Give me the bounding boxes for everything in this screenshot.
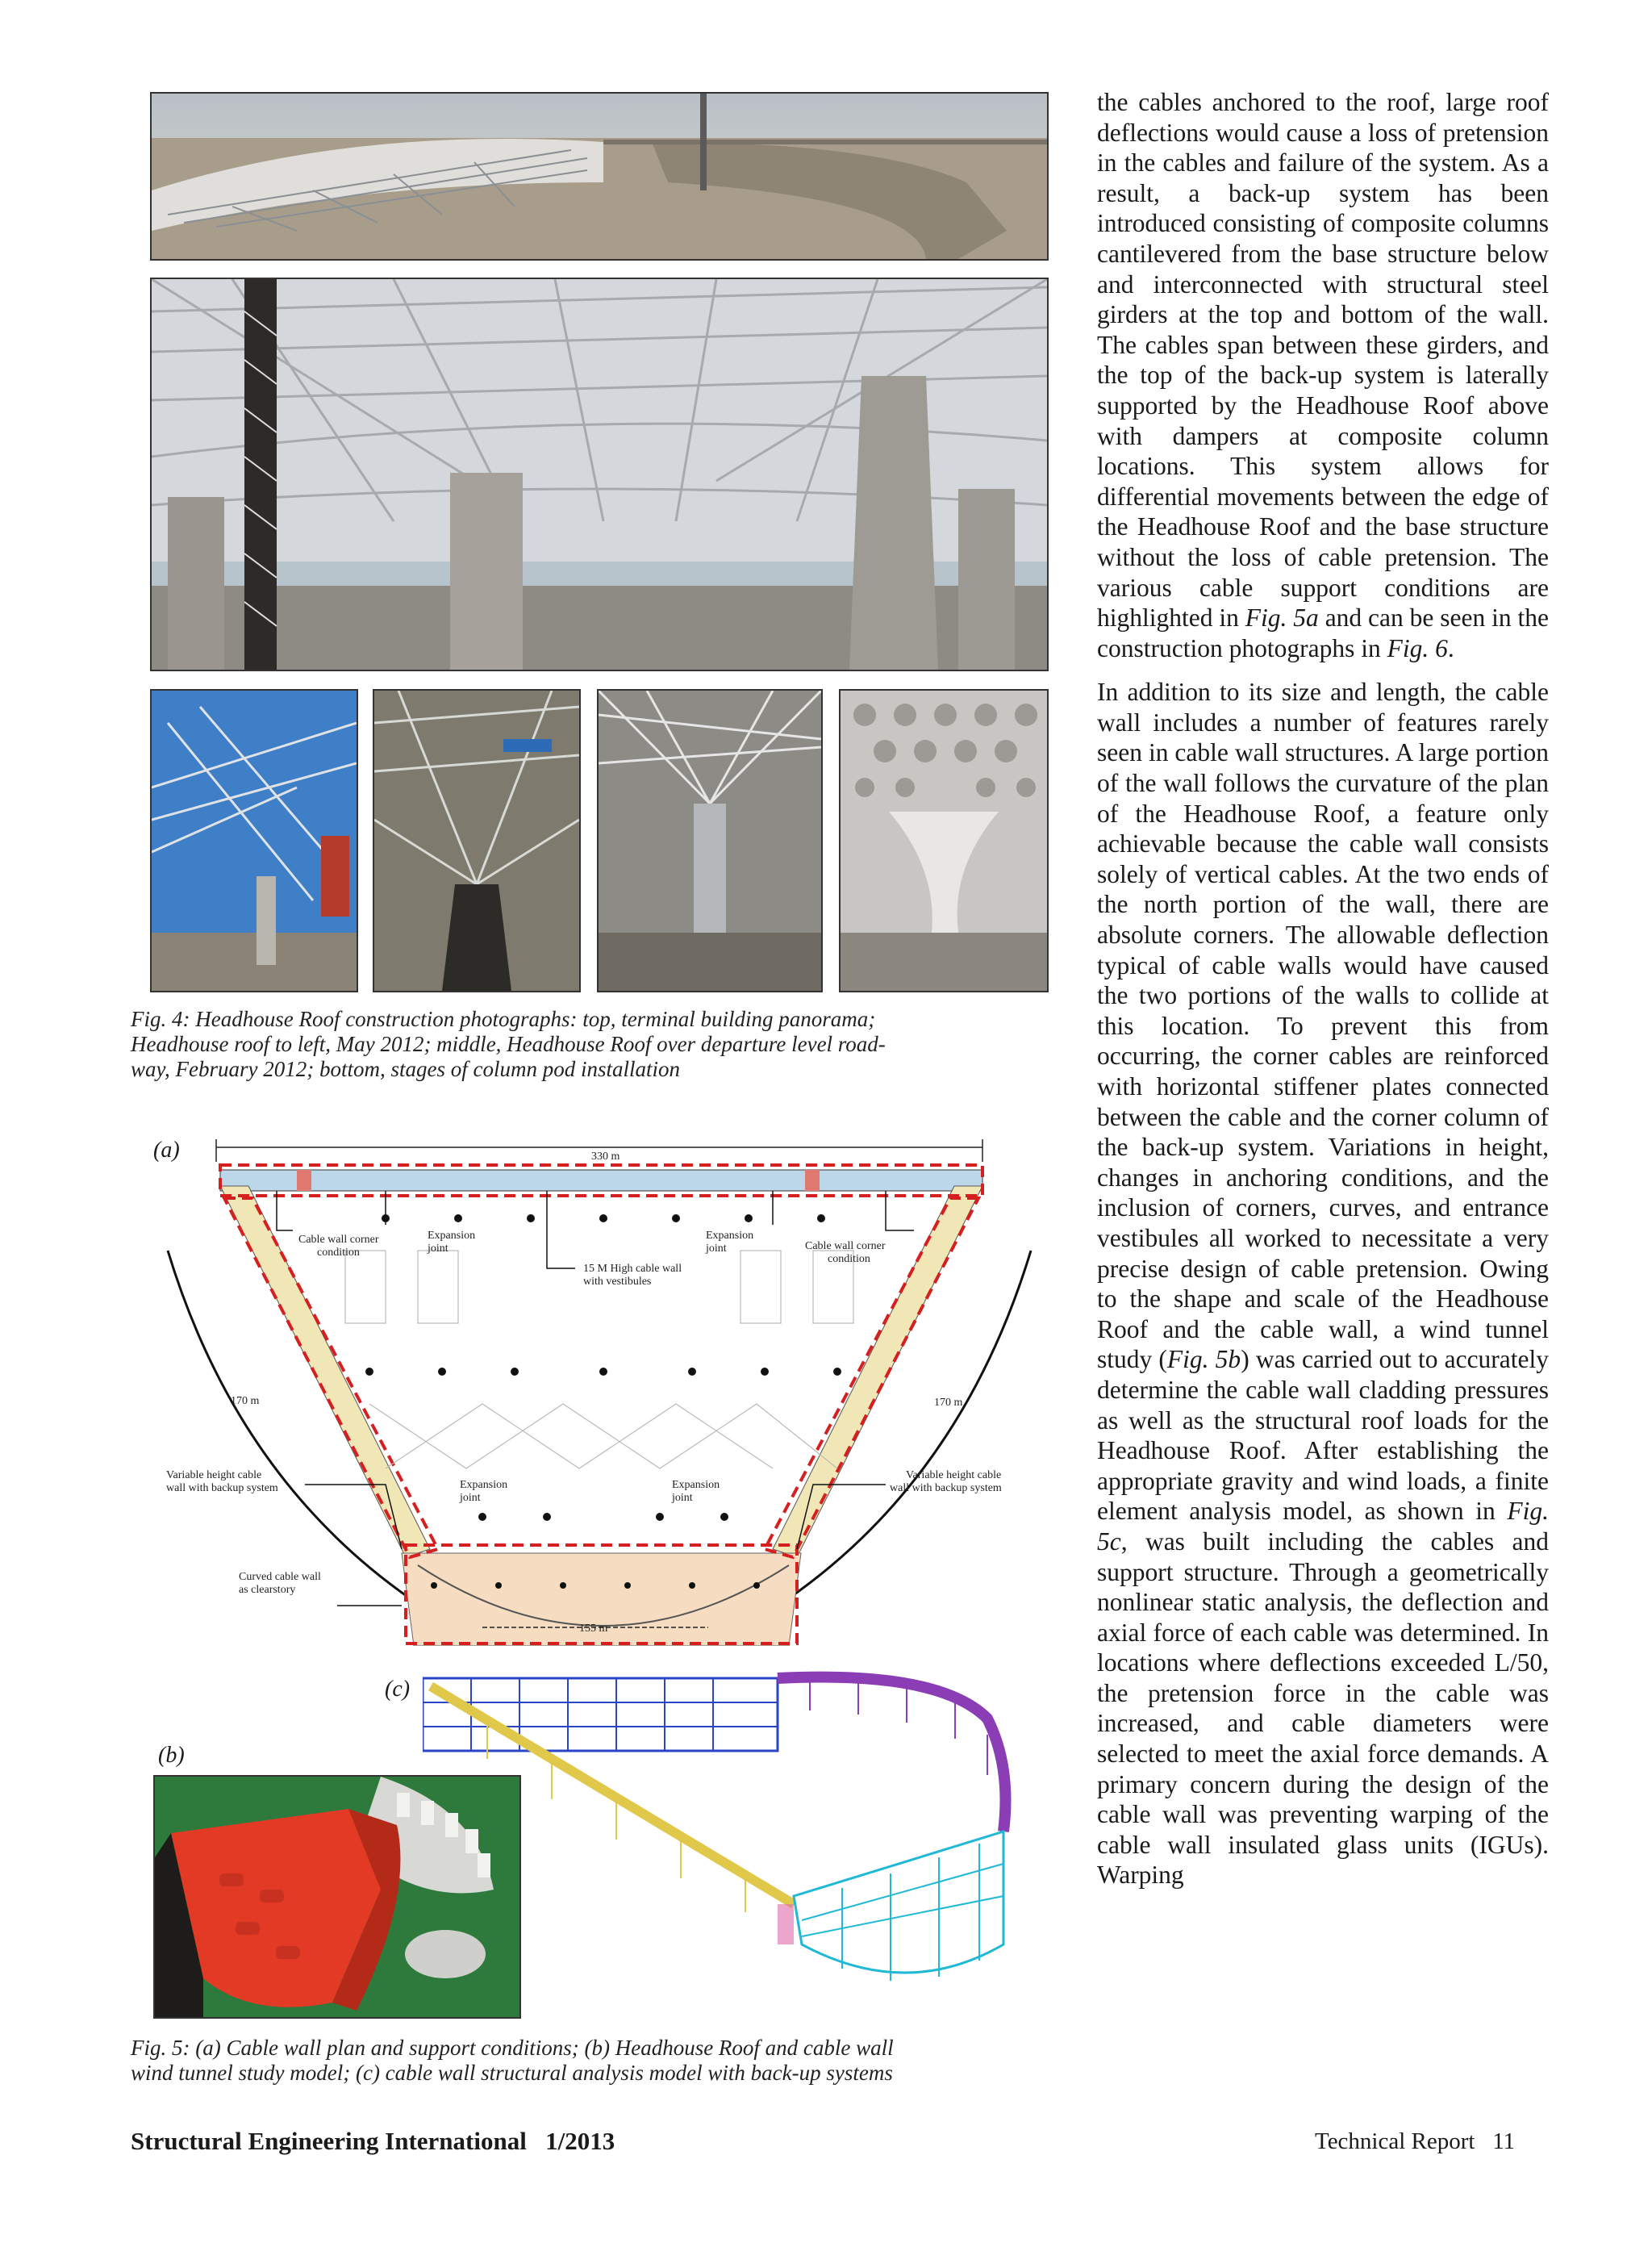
dim-bottom-label: 155 m [579, 1623, 608, 1635]
label-curved-1: Curved cable wall [239, 1571, 321, 1583]
footer-section-page: Technical Report 11 [1315, 2128, 1516, 2154]
label-var-right-2: wall with backup system [890, 1482, 1002, 1494]
label-exp-lower-right-2: joint [672, 1492, 693, 1504]
fig5-panel-b-label: (b) [158, 1743, 185, 1768]
label-exp-right-2: joint [706, 1243, 727, 1255]
column-pod-illustration-3 [599, 691, 821, 991]
column-pod-photo-1 [150, 689, 358, 992]
p2-text-a: In addition to its size and length, the cable wall includes a number of features rarely seen in cable wall structures. A large portion of the wall follows the curvature of the plan of the Headhouse Roof, a feature only achievable because the cable wall consists solely of vertical cables. At the two ends of the north portion of the wall, there are absolute corners. The allowable deflection typical of cable walls would have caused the two portions of the walls to collide at this location. To prevent this from occurring, the corner cables are reinforced with horizontal stiffener plates connected between the cable and the corner column of the back-up system. Variations in height, changes in anchoring conditions, and the inclusion of corners, curves, and entrance vestibules all worked to necessitate a very precise design of cable pretension. Owing to the shape and scale of the Headhouse Roof and the cable wall, a wind tunnel study ( [1097, 678, 1549, 1374]
column-pod-photo-2 [373, 689, 581, 992]
label-exp-lower-left-2: joint [460, 1492, 481, 1504]
wind-tunnel-model-photo [153, 1775, 521, 2019]
column-pod-photo-3 [597, 689, 823, 992]
label-exp-lower-left-1: Expansion [460, 1479, 508, 1491]
p2-text-b: ) was carried out to accurately determine the cable wall cladding pressures as well as the structural roof loads for the Headhouse Roof. After establishing the appropriate gravity and wind loads, a finite element analysis model, as shown in [1097, 1345, 1550, 1526]
column-pod-illustration-1 [152, 691, 357, 991]
dim-top-label: 330 m [591, 1151, 620, 1163]
label-corner-right-1: Cable wall corner [805, 1240, 886, 1252]
fig4-caption-line3: way, February 2012; bottom, stages of column pod installation [131, 1057, 680, 1081]
fig5-caption [131, 2036, 1066, 2086]
column-pod-illustration-2 [374, 691, 579, 991]
p1-end-text: . [1447, 633, 1454, 662]
label-exp-lower-right-1: Expansion [672, 1479, 720, 1491]
fig5-panel-c-label: (c) [385, 1677, 411, 1702]
roof-illustration [152, 279, 1047, 670]
label-high-1: 15 M High cable wall [583, 1263, 682, 1275]
p1-text: the cables anchored to the roof, large roof deflections would cause a loss of pretension in the cables and failure of the system. As a result, a back-up system has been introduced consisting of composite columns cantilevered from the base structure below and interconnected with structural steel girders at the top and bottom of the wall. The cables span between these girders, and the top of the back-up system is laterally supported by the Headhouse Roof above with dampers at composite column locations. This system allows for differential movements between the edge of the Headhouse Roof and the base structure without the loss of cable pretension. The various cable support conditions are highlighted in [1097, 88, 1549, 633]
fig4-caption-line1: Fig. 4: Headhouse Roof construction photographs: top, terminal building panorama; [131, 1007, 876, 1031]
p2-ref-fig5c: Fig. 5c [1097, 1497, 1550, 1556]
label-curved-2: as clearstory [239, 1584, 296, 1596]
body-text-column [1097, 87, 1549, 1904]
label-exp-left-2: joint [428, 1243, 448, 1255]
fig5-caption-line1: Fig. 5: (a) Cable wall plan and support conditions; (b) Headhouse Roof and cable wall [131, 2036, 894, 2060]
p2-text-c: , was built including the cables and support structure. Through a geometrically nonlinear static analysis, the deflection and axial force of each cable was determined. In locations where deflections exceeded L/50, the pretension force in the cable was increased, and cable diameters were selected to meet the axial force demands. A primary concern during the design of the cable wall was preventing warping of the cable wall insulated glass units (IGUs). Warping [1097, 1527, 1549, 1890]
fig4-caption-line2: Headhouse roof to left, May 2012; middle, Headhouse Roof over departure level road- [131, 1032, 886, 1056]
body-paragraph-2 [1097, 677, 1549, 1890]
label-corner-right-2: condition [828, 1253, 870, 1265]
body-paragraph-1 [1097, 87, 1549, 663]
footer-journal: Structural Engineering International 1/2013 [131, 2127, 615, 2155]
p1-mid-text: and can be seen in the construction photographs in [1097, 604, 1550, 662]
dim-right-label: 170 m [934, 1397, 963, 1409]
label-corner-left-1: Cable wall corner [298, 1234, 379, 1246]
panorama-illustration [152, 94, 1047, 259]
roof-over-roadway-photo [150, 278, 1049, 671]
label-high-2: with vestibules [583, 1276, 652, 1288]
fig5-caption-line2: wind tunnel study model; (c) cable wall structural analysis model with back-up systems [131, 2061, 893, 2085]
p1-ref-fig6: Fig. 6 [1387, 633, 1448, 662]
fig5-panel-a-label: (a) [153, 1138, 180, 1163]
p1-ref-fig5a: Fig. 5a [1245, 604, 1319, 633]
p2-ref-fig5b: Fig. 5b [1166, 1345, 1241, 1374]
label-var-left-1: Variable height cable [166, 1469, 262, 1481]
column-pod-illustration-4 [841, 691, 1047, 991]
panorama-photo [150, 92, 1049, 261]
label-var-right-1: Variable height cable [906, 1469, 1002, 1481]
dim-left-label: 170 m [231, 1395, 260, 1407]
column-pod-photo-4 [839, 689, 1049, 992]
label-exp-right-1: Expansion [706, 1230, 754, 1242]
cable-wall-plan-diagram [144, 1130, 1071, 1646]
wind-tunnel-illustration [155, 1777, 519, 2017]
label-exp-left-1: Expansion [428, 1230, 476, 1242]
label-var-left-2: wall with backup system [166, 1482, 278, 1494]
label-corner-left-2: condition [317, 1247, 360, 1259]
fig4-caption [131, 1007, 1058, 1082]
